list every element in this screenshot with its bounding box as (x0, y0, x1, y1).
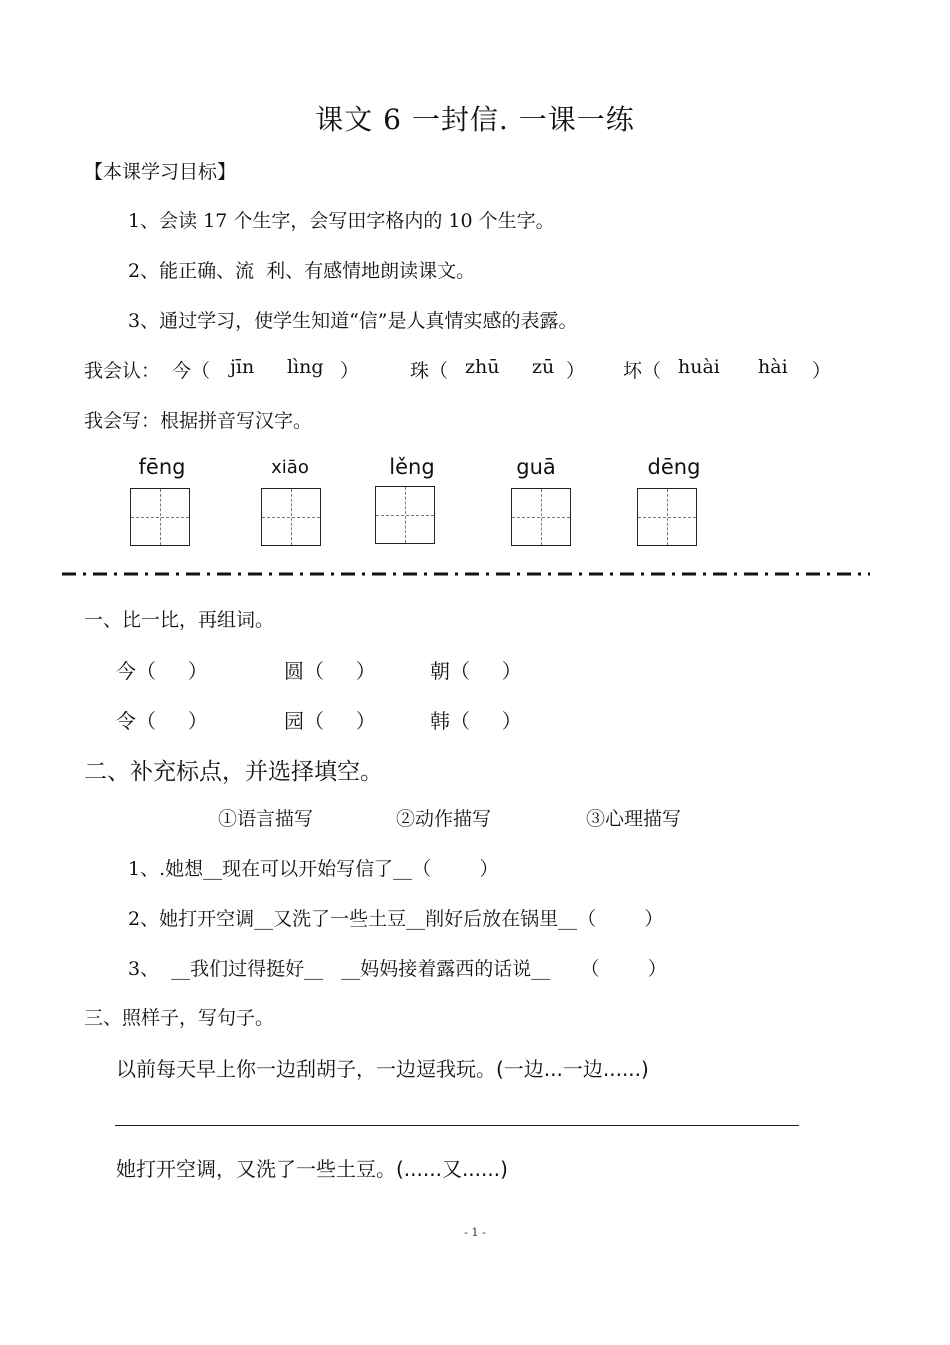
option-2: ②动作描写 (396, 808, 492, 830)
punct-item-2: 2、她打开空调__又洗了一些土豆__削好后放在锅里__（ ） (128, 908, 664, 930)
recognize-pinyin-1b: lìng (287, 356, 324, 378)
answer-line[interactable] (115, 1125, 799, 1126)
compare-word-1a: 今（ ） (116, 659, 208, 683)
write-pinyin-2: xiāo (271, 457, 309, 478)
objective-item-3: 3、通过学习，使学生知道“信”是人真情实感的表露。 (128, 310, 578, 332)
recognize-char-1: 今（ (172, 360, 211, 382)
recognize-close-2: ） (566, 360, 586, 382)
objective-item-2: 2、能正确、流 利、有感情地朗读课文。 (128, 260, 476, 282)
example-sentence-1: 以前每天早上你一边刮胡子，一边逗我玩。(一边...一边......) (116, 1057, 649, 1081)
punct-item-1: 1、.她想__现在可以开始写信了__（ ） (128, 858, 499, 880)
recognize-close-1: ） (340, 360, 360, 382)
tianzige-box-5[interactable] (637, 488, 697, 546)
recognize-pinyin-3a: huài (678, 356, 720, 378)
compare-word-3a: 朝（ ） (430, 659, 522, 683)
write-pinyin-5: dēng (647, 455, 701, 479)
option-1: ①语言描写 (218, 808, 314, 830)
write-pinyin-1: fēng (138, 455, 186, 479)
page-title: 课文 6 一封信. 一课一练 (315, 103, 635, 136)
recognize-char-2: 珠（ (410, 360, 449, 382)
tianzige-box-3[interactable] (375, 486, 435, 544)
write-pinyin-3: lěng (389, 455, 435, 479)
compare-word-3b: 韩（ ） (430, 709, 522, 733)
recognize-pinyin-2a: zhū (465, 356, 500, 378)
example-sentence-2: 她打开空调，又洗了一些土豆。(......又......) (116, 1157, 508, 1181)
tianzige-box-4[interactable] (511, 488, 571, 546)
compare-word-2a: 圆（ ） (284, 659, 376, 683)
recognize-pinyin-1a: jīn (230, 356, 255, 378)
compare-word-1b: 令（ ） (116, 709, 208, 733)
recognize-pinyin-2b: zū (532, 356, 555, 378)
compare-word-2b: 园（ ） (284, 709, 376, 733)
objectives-heading: 【本课学习目标】 (84, 161, 237, 183)
tianzige-box-1[interactable] (130, 488, 190, 546)
recognize-char-3: 坏（ (623, 360, 662, 382)
section2-heading: 二、补充标点，并选择填空。 (84, 759, 383, 785)
tianzige-box-2[interactable] (261, 488, 321, 546)
option-3: ③心理描写 (586, 808, 682, 830)
recognize-pinyin-3b: hài (758, 356, 788, 378)
recognize-close-3: ） (812, 360, 832, 382)
punct-item-3: 3、 __我们过得挺好__ __妈妈接着露西的话说__ （ ） (128, 958, 667, 980)
dash-dot-divider (62, 570, 870, 578)
write-label: 我会写：根据拼音写汉字。 (84, 410, 313, 432)
page-number: - 1 - (464, 1226, 486, 1239)
objective-item-1: 1、会读 17 个生字，会写田字格内的 10 个生字。 (128, 210, 555, 232)
recognize-label: 我会认： (84, 360, 161, 382)
section1-heading: 一、比一比，再组词。 (84, 609, 275, 631)
section3-heading: 三、照样子，写句子。 (84, 1007, 275, 1029)
write-pinyin-4: guā (516, 455, 556, 479)
